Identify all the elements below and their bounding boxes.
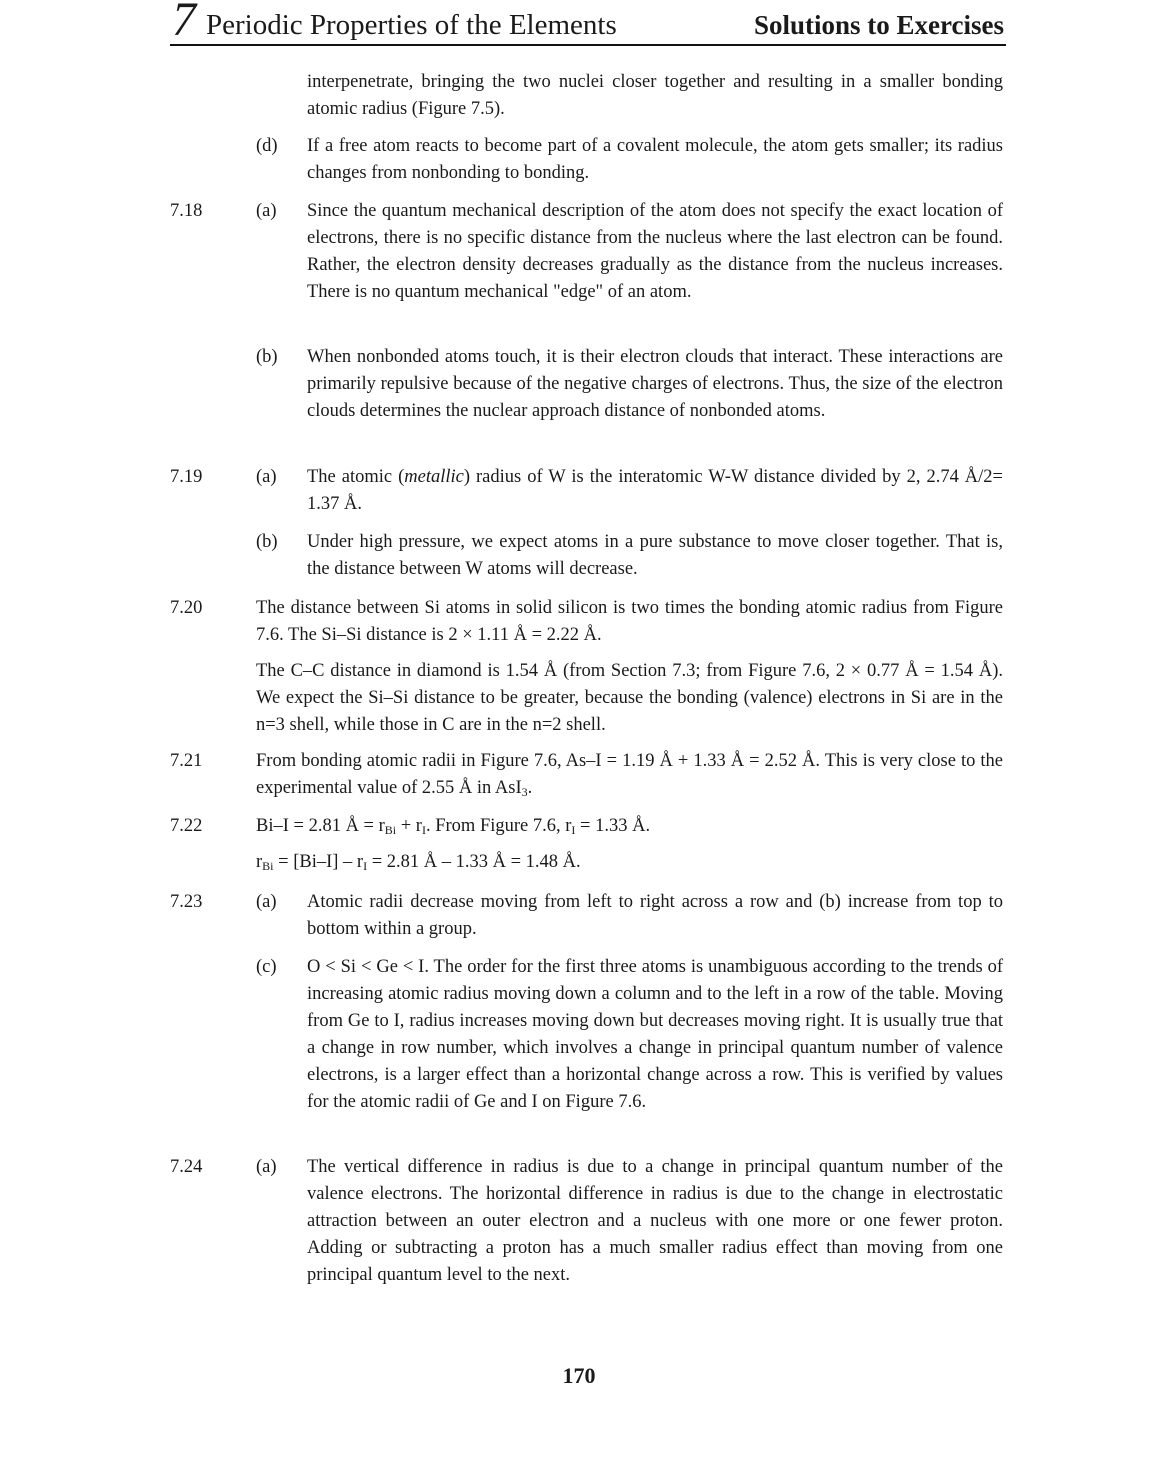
page-number: 170 xyxy=(562,1363,596,1388)
exercise-number: 7.24 xyxy=(170,1157,203,1177)
part-text: The vertical difference in radius is due to a change in principal quantum number of the valence electrons. The horizontal difference in radius is due to the change in electrostatic attraction between an outer electron and a nucleus with one more or one fewer proton. Adding or subtracting a proton has a much smaller radius effect than moving from one principal quantum level to the next. xyxy=(307,1157,1003,1285)
part-label: (a) xyxy=(256,201,277,221)
part-label: (d) xyxy=(256,136,278,156)
paragraph: From bonding atomic radii in Figure 7.6, As–I = 1.19 Å + 1.33 Å = 2.52 Å. This is very close to the experimental value of 2.55 Å in AsI$_3$. xyxy=(256,751,1003,799)
paragraph: The distance between Si atoms in solid silicon is two times the bonding atomic radius from Figure 7.6. The Si–Si distance is 2 × 1.11 Å = 2.22 Å. xyxy=(256,598,1003,645)
part-text: When nonbonded atoms touch, it is their electron clouds that interact. These interactions are primarily repulsive because of the negative charges of electrons. Thus, the size of the electron clouds determines the nuclear approach distance of nonbonded atoms. xyxy=(307,347,1003,421)
part-text: If a free atom reacts to become part of a covalent molecule, the atom gets smaller; its radius changes from nonbonding to bonding. xyxy=(307,136,1003,183)
exercise-number: 7.20 xyxy=(170,598,203,618)
part-label: (c) xyxy=(256,957,277,977)
continuation-text: interpenetrate, bringing the two nuclei closer together and resulting in a smaller bonding atomic radius (Figure 7.5). xyxy=(307,72,1003,119)
exercise-number: 7.22 xyxy=(170,816,203,836)
exercise-number: 7.18 xyxy=(170,201,203,221)
part-label: (b) xyxy=(256,532,278,552)
part-label: (a) xyxy=(256,1157,277,1177)
part-text: O < Si < Ge < I. The order for the first three atoms is unambiguous according to the trends of increasing atomic radius moving down a column and to the left in a row of the table. Moving from Ge to I, radius increases moving down but decreases moving right. It is usually true that a change in row number, which involves a change in principal quantum number of valence electrons, is a larger effect than a horizontal change across a row. This is verified by values for the atomic radii of Ge and I on Figure 7.6. xyxy=(307,957,1003,1112)
part-text: Since the quantum mechanical description of the atom does not specify the exact location of electrons, there is no specific distance from the nucleus where the last electron can be found. Rather, the electron density decreases gradually as the distance from the nucleus increases. There is no quantum mechanical "edge" of an atom. xyxy=(307,201,1003,302)
part-text: Atomic radii decrease moving from left to right across a row and (b) increase from top to bottom within a group. xyxy=(307,892,1003,939)
part-label: (b) xyxy=(256,347,278,367)
equation-line: $r_{Bi} = [Bi-I] - r_I = 2.81$ Å – 1.33 Å = 1.48 Å. xyxy=(256,852,581,873)
exercise-number: 7.23 xyxy=(170,892,203,912)
section-title: Solutions to Exercises xyxy=(753,10,1004,40)
chapter-number: 7 xyxy=(172,0,196,46)
equation-line: Bi–I = 2.81 Å = $r_{Bi} + r_I$. From Figure 7.6, $r_I = 1.33$ Å. xyxy=(256,816,651,837)
exercise-number: 7.21 xyxy=(170,751,203,771)
chapter-title: Periodic Properties of the Elements xyxy=(206,9,617,41)
exercise-number: 7.19 xyxy=(170,467,203,487)
part-text: Under high pressure, we expect atoms in a pure substance to move closer together. That is, the distance between W atoms will decrease. xyxy=(307,532,1003,579)
part-text: The atomic (metallic) radius of W is the interatomic W-W distance divided by 2, 2.74 Å/2= 1.37 Å. xyxy=(307,467,1003,514)
paragraph: The C–C distance in diamond is 1.54 Å (from Section 7.3; from Figure 7.6, 2 × 0.77 Å = 1.54 Å). We expect the Si–Si distance to be greater, because the bonding (valence) electrons in Si are in the n=3 shell, while those in C are in the n=2 shell. xyxy=(256,661,1003,735)
part-label: (a) xyxy=(256,467,277,487)
page-header xyxy=(170,0,1006,46)
part-label: (a) xyxy=(256,892,277,912)
